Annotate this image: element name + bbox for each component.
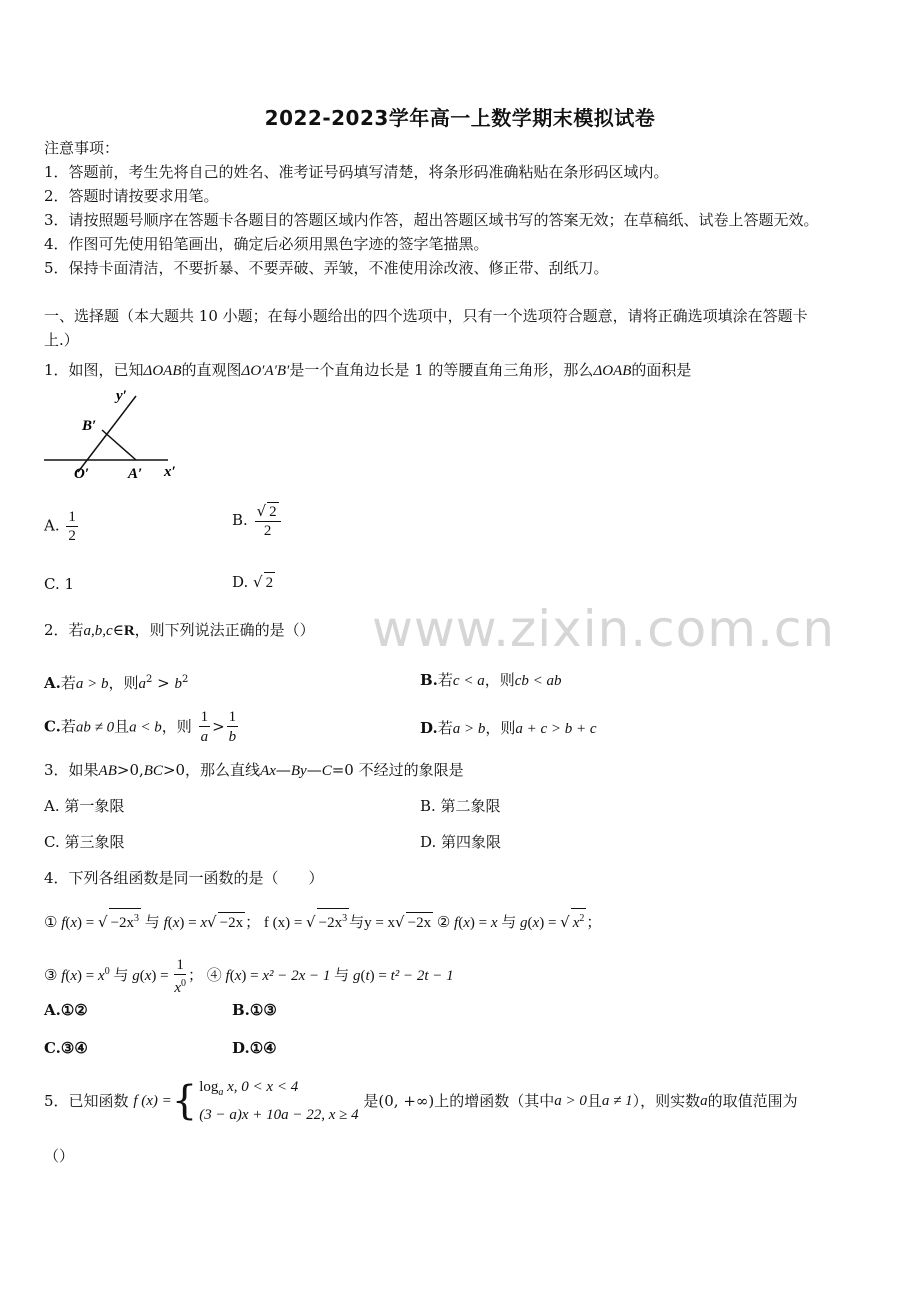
notice-item-1: 1．答题前，考生先将自己的姓名、准考证号码填写清楚，将条形码准确粘贴在条形码区域内。 <box>44 163 669 181</box>
q3-option-c: C. 第三象限 <box>44 833 125 851</box>
q3-option-b: B. 第二象限 <box>420 797 501 815</box>
q3-option-d: D. 第四象限 <box>420 833 502 851</box>
piecewise-brace: { <box>171 1078 198 1124</box>
q1-option-a: A. $\frac{1}{2}$ <box>44 509 76 544</box>
point-b-label: B′ <box>82 418 97 434</box>
q4-option-c: C.③④ <box>44 1039 88 1057</box>
point-a-label: A′ <box>128 466 143 482</box>
q4-option-b: B.①③ <box>232 1001 277 1019</box>
page-title: 2022-2023学年高一上数学期末模拟试卷 <box>264 106 656 130</box>
q3-stem: 3．如果AB>0,BC>0，那么直线Ax—By—C=0 不经过的象限是 <box>44 761 464 779</box>
q1-option-d: D. √ 2 <box>232 573 274 591</box>
notice-heading: 注意事项： <box>44 139 120 157</box>
q1-option-c: C. 1 <box>44 575 75 593</box>
notice-item-3: 3．请按照题号顺序在答题卡各题目的答题区域内作答，超出答题区域书写的答案无效；在草稿纸、试卷上答题无效。 <box>44 211 819 229</box>
fraction: $\frac{1}{2}$ <box>68 509 76 544</box>
fraction: $\frac{√ 2}{2}$ <box>255 502 281 540</box>
q2-option-d: D.若a > b，则a + c > b + c <box>420 719 597 737</box>
notice-item-4: 4．作图可先使用铅笔画出，确定后必须用黑色字迹的签字笔描黑。 <box>44 235 489 253</box>
q5-stem: 5．已知函数 f (x) ={ $\log_a x$, 0 < x < 4 (3 − a)x + 10a − 22, x ≥ 4 是(0, +∞)上的增函数（其中a > 0且a ≠ 1），则实数a的取值范围为 <box>44 1078 798 1124</box>
q4-option-d: D.①④ <box>232 1039 277 1057</box>
q4-group-line1: ① f(x) = √ $-2x^3$ 与 f(x) = x√ −2x ； f (x) = √ $-2x^3$ 与y = x√ −2x ② f(x) = x 与 g(x) = √ $x^2$ ； <box>44 908 601 933</box>
q3-option-a: A. 第一象限 <box>44 797 125 815</box>
notice-item-2: 2．答题时请按要求用笔。 <box>44 187 219 205</box>
y-axis-label: y′ <box>116 388 127 404</box>
q1-option-b: B. $\frac{√ 2}{2}$ <box>232 502 283 540</box>
q4-option-a: A.①② <box>44 1001 88 1019</box>
fraction: $\frac{1}{x^0}$ <box>174 957 187 996</box>
q1-figure <box>40 388 190 488</box>
q5-blank: （） <box>44 1147 75 1165</box>
q1-stem: 1．如图，已知ΔOAB的直观图ΔO′A′B′是一个直角边长是 1 的等腰直角三角形，那么ΔOAB的面积是 <box>44 361 692 379</box>
q2-option-c: C.若ab ≠ 0且a < b，则 $\frac{1}{a}$ > $\frac{1}{b}$ <box>44 709 237 745</box>
q4-group-line2: ③ $f(x) = x^0$ 与 g(x) = $\frac{1}{x^0}$ ； ④ f(x) = x² − 2x − 1 与 g(t) = t² − 2t − 1 <box>44 957 454 996</box>
notice-item-5: 5．保持卡面清洁，不要折暴、不要弄破、弄皱，不准使用涂改液、修正带、刮纸刀。 <box>44 259 609 277</box>
section1-line1: 一、选择题（本大题共 10 小题；在每小题给出的四个选项中，只有一个选项符合题意，请将正确选项填涂在答题卡 <box>44 307 808 325</box>
section1-line2: 上.） <box>44 331 79 349</box>
point-o-label: O′ <box>74 466 90 482</box>
fraction: $\frac{1}{b}$ <box>228 709 237 745</box>
watermark: www.zixin.com.cn <box>372 600 836 658</box>
triangle-side <box>102 430 136 460</box>
x-axis-label: x′ <box>164 464 176 480</box>
fraction: $\frac{1}{a}$ <box>200 709 209 745</box>
q2-stem: 2．若a,b,c∈R，则下列说法正确的是（） <box>44 621 315 639</box>
piecewise-cases: $\log_a x$, 0 < x < 4 (3 − a)x + 10a − 22, x ≥ 4 <box>199 1079 359 1123</box>
q4-stem: 4．下列各组函数是同一函数的是（ ） <box>44 869 324 887</box>
q2-option-a: A.若a > b，则$a^2 > b^2$ <box>44 674 189 692</box>
q2-option-b: B.若c < a，则cb < ab <box>420 671 562 689</box>
